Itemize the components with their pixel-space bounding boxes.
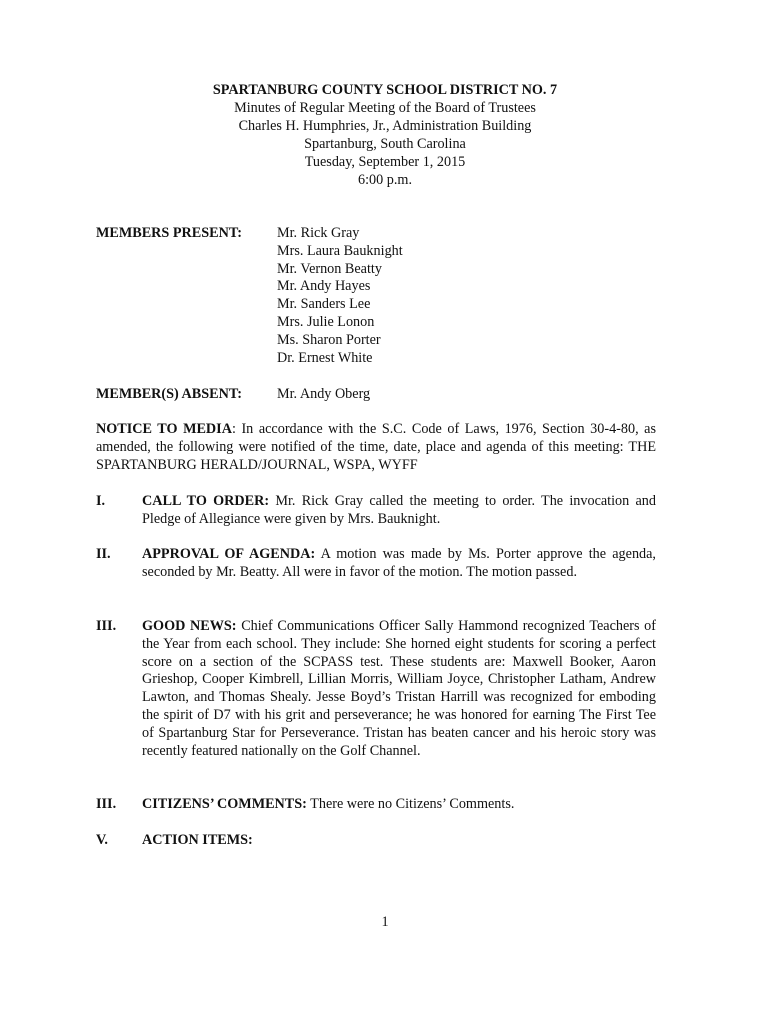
item-text: Chief Communications Officer Sally Hammond recognized Teachers of the Year from each school. They include: She horned eight students for scoring a perfect score on a section of the SCPASS test. These students are: Maxwell Booker, Aaron Grieshop, Cooper Kimbrell, Lillian Morris, William Joyce, Christopher Latham, Andrew Lawton, and Thomas Shealy. Jesse Boyd’s Tristan Harrill was recognized for emboding the spirit of D7 with his grit and perseverance; he was honored for earning The First Tee of Spartanburg Star for Perseverance. Tristan has beaten cancer and his heroic story was recently featured nationally on the Golf Channel. bbox=[142, 618, 656, 759]
item-number: III. bbox=[96, 618, 117, 634]
members-present-list bbox=[277, 225, 403, 367]
member-name: Mrs. Julie Lonon bbox=[277, 313, 375, 330]
agenda-item-citizens-comments bbox=[96, 796, 656, 814]
absent-member-name: Mr. Andy Oberg bbox=[277, 386, 371, 402]
meeting-date: Tuesday, September 1, 2015 bbox=[304, 154, 466, 170]
member-name: Mr. Vernon Beatty bbox=[277, 260, 382, 277]
meeting-time: 6:00 p.m. bbox=[358, 172, 412, 188]
member-name: Mr. Rick Gray bbox=[277, 225, 360, 241]
agenda-item-good-news bbox=[96, 618, 656, 760]
item-text: There were no Citizens’ Comments. bbox=[306, 796, 515, 812]
item-number: III. bbox=[96, 796, 117, 812]
item-heading: ACTION ITEMS: bbox=[142, 832, 253, 848]
notice-label: NOTICE TO MEDIA bbox=[96, 421, 232, 437]
notice-text: : In accordance with the S.C. Code of Laws, 1976, Section 30-4-80, as amended, the following were notified of the time, date, place and agenda of this meeting: THE SPARTANBURG HERALD/JOURNAL, WSPA, WYFF bbox=[96, 421, 657, 473]
item-text: Mr. Rick Gray called the meeting to order. The invocation and Pledge of Allegiance were given by Mrs. Bauknight. bbox=[142, 493, 656, 527]
item-number: V. bbox=[96, 832, 108, 848]
members-present-label: MEMBERS PRESENT: bbox=[96, 225, 242, 241]
item-text: A motion was made by Ms. Porter approve the agenda, seconded by Mr. Beatty. All were in favor of the motion. The motion passed. bbox=[142, 546, 656, 580]
meeting-title: Minutes of Regular Meeting of the Board of Trustees bbox=[234, 100, 536, 116]
page-number: 1 bbox=[381, 914, 389, 930]
document-header bbox=[0, 82, 770, 190]
notice-to-media bbox=[96, 421, 656, 474]
item-number: I. bbox=[96, 493, 106, 509]
members-present-section bbox=[96, 225, 676, 367]
district-name: SPARTANBURG COUNTY SCHOOL DISTRICT NO. 7 bbox=[212, 82, 558, 98]
item-heading: GOOD NEWS: bbox=[142, 618, 237, 634]
agenda-item-call-to-order bbox=[96, 493, 656, 529]
member-name: Mrs. Laura Bauknight bbox=[277, 242, 403, 259]
member-name: Ms. Sharon Porter bbox=[277, 331, 381, 348]
meeting-location: Charles H. Humphries, Jr., Administration Building bbox=[238, 118, 532, 134]
item-number: II. bbox=[96, 546, 111, 562]
item-heading: APPROVAL OF AGENDA: bbox=[142, 546, 316, 562]
meeting-city: Spartanburg, South Carolina bbox=[304, 136, 466, 152]
member-name: Mr. Sanders Lee bbox=[277, 296, 371, 313]
item-heading: CALL TO ORDER: bbox=[142, 493, 270, 509]
item-heading: CITIZENS’ COMMENTS: bbox=[142, 796, 307, 812]
member-name: Dr. Ernest White bbox=[277, 349, 373, 366]
members-absent-section bbox=[96, 386, 370, 404]
members-absent-label: MEMBER(S) ABSENT: bbox=[96, 386, 242, 402]
agenda-item-action-items bbox=[96, 832, 656, 850]
agenda-item-approval-of-agenda bbox=[96, 546, 656, 582]
member-name: Mr. Andy Hayes bbox=[277, 278, 371, 295]
